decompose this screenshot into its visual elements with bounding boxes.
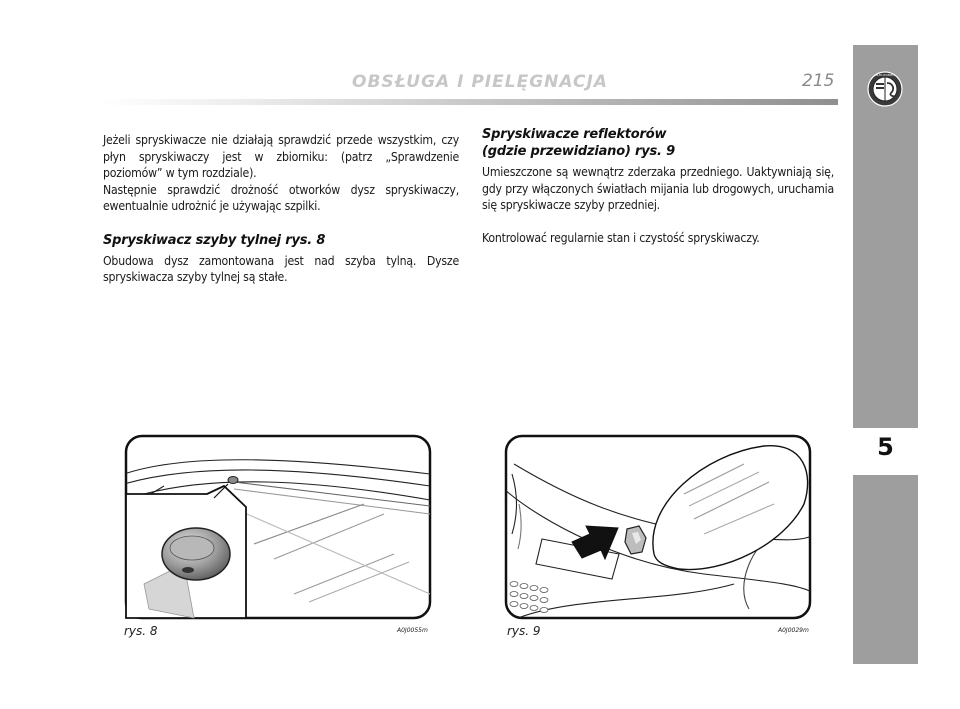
chapter-tab[interactable]	[853, 424, 918, 475]
paragraph-headlamp-washers: Umieszczone są wewnątrz zderzaka przedniego. Uaktywniają się, gdy przy włączonych światłach mijania lub drogowych, uruchamia się spryskiwacze szyby przedniej.	[482, 165, 834, 212]
section-title: OBSŁUGA I PIELĘGNACJA	[352, 72, 608, 92]
chapter-number: 5	[877, 433, 894, 461]
figure-9-caption: rys. 9	[507, 624, 541, 638]
figure-rear-washer-illustration	[124, 434, 432, 620]
heading-headlamp-washers-line-1: Spryskiwacze reflektorów	[482, 127, 667, 142]
paragraph-check-washers: Kontrolować regularnie stan i czystość spryskiwaczy.	[482, 230, 760, 245]
left-column	[103, 132, 459, 286]
figure-headlamp-washer-illustration	[504, 434, 812, 620]
figure-8-code: A0J0055m	[397, 627, 428, 634]
page-number: 215	[802, 71, 835, 91]
heading-rear-washer: Spryskiwacz szyby tylnej rys. 8	[103, 232, 326, 248]
svg-text:ALFA ROMEO: ALFA ROMEO	[875, 73, 895, 78]
paragraph-clear-nozzles: Następnie sprawdzić drożność otworków dysz spryskiwaczy, ewentualnie udrożnić je używając szpilki.	[103, 182, 459, 213]
figure-9-code: A0J0029m	[778, 627, 809, 634]
chapter-sidebar	[853, 45, 918, 664]
right-column	[482, 126, 834, 246]
heading-headlamp-washers-line-2: (gdzie przewidziano) rys. 9	[482, 144, 675, 159]
figure-8-caption: rys. 8	[124, 624, 158, 638]
alfa-romeo-badge-icon	[867, 71, 903, 107]
header-rule	[100, 99, 838, 105]
paragraph-rear-washer: Obudowa dysz zamontowana jest nad szyba tylną. Dysze spryskiwacza szyby tylnej są stałe.	[103, 253, 459, 284]
paragraph-check-fluid: Jeżeli spryskiwacze nie działają sprawdzić przede wszystkim, czy płyn spryskiwaczy jest w zbiorniku: (patrz „Sprawdzenie poziomów” w tym rozdziale).	[103, 133, 459, 180]
